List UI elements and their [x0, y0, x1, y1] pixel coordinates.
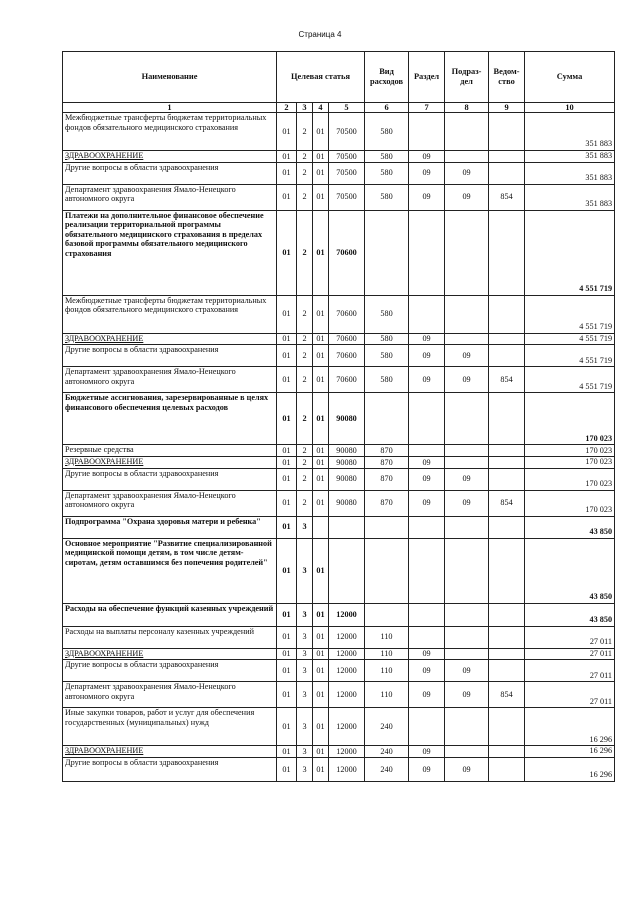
row-name: Департамент здравоохранения Ямало-Ненецкого автономного округа: [63, 490, 277, 516]
table-row: [63, 393, 615, 445]
target-code-2: 2: [297, 151, 313, 163]
target-code-1: 01: [277, 490, 297, 516]
target-code-4: 90080: [329, 457, 365, 469]
sum-cell: 27 011: [525, 660, 615, 682]
target-code-3: 01: [313, 345, 329, 367]
sum-cell: 27 011: [525, 682, 615, 708]
expense-type-cell: [365, 538, 409, 603]
subsection-cell: 09: [445, 184, 489, 210]
sum-cell: 4 551 719: [525, 345, 615, 367]
table-row: [63, 626, 615, 648]
department-cell: [489, 151, 525, 163]
target-code-4: 90080: [329, 468, 365, 490]
subsection-cell: [445, 151, 489, 163]
subsection-cell: 09: [445, 490, 489, 516]
row-name: Расходы на выплаты персоналу казенных учреждений: [63, 626, 277, 648]
department-cell: [489, 333, 525, 345]
target-code-4: 70600: [329, 367, 365, 393]
section-cell: 09: [409, 162, 445, 184]
row-name: Другие вопросы в области здравоохранения: [63, 660, 277, 682]
section-cell: 09: [409, 457, 445, 469]
target-code-3: 01: [313, 682, 329, 708]
section-cell: 09: [409, 660, 445, 682]
subsection-cell: [445, 516, 489, 538]
expense-type-cell: [365, 393, 409, 445]
column-number: 3: [297, 103, 313, 113]
target-code-1: 01: [277, 457, 297, 469]
department-cell: [489, 345, 525, 367]
target-code-2: 3: [297, 538, 313, 603]
row-name: Подпрограмма "Охрана здоровья матери и ребенка": [63, 516, 277, 538]
department-cell: [489, 516, 525, 538]
sum-cell: 351 883: [525, 151, 615, 163]
row-name: ЗДРАВООХРАНЕНИЕ: [63, 746, 277, 758]
table-row: [63, 757, 615, 781]
column-number: 9: [489, 103, 525, 113]
section-cell: [409, 516, 445, 538]
header-subsection: Подраз-дел: [445, 52, 489, 103]
subsection-cell: [445, 648, 489, 660]
target-code-4: 12000: [329, 648, 365, 660]
target-code-3: 01: [313, 367, 329, 393]
row-name: ЗДРАВООХРАНЕНИЕ: [63, 648, 277, 660]
subsection-cell: 09: [445, 757, 489, 781]
budget-table: [62, 51, 615, 782]
row-name: ЗДРАВООХРАНЕНИЕ: [63, 333, 277, 345]
target-code-3: 01: [313, 538, 329, 603]
column-number: 5: [329, 103, 365, 113]
section-cell: 09: [409, 184, 445, 210]
target-code-2: 2: [297, 162, 313, 184]
table-row: [63, 603, 615, 626]
target-code-2: 2: [297, 367, 313, 393]
section-cell: 09: [409, 648, 445, 660]
target-code-1: 01: [277, 367, 297, 393]
target-code-4: 70600: [329, 210, 365, 295]
target-code-3: 01: [313, 184, 329, 210]
department-cell: [489, 113, 525, 151]
department-cell: [489, 660, 525, 682]
row-name: ЗДРАВООХРАНЕНИЕ: [63, 151, 277, 163]
subsection-cell: [445, 457, 489, 469]
row-name: Резервные средства: [63, 445, 277, 457]
target-code-3: 01: [313, 162, 329, 184]
table-row: [63, 468, 615, 490]
expense-type-cell: 240: [365, 708, 409, 746]
table-row: [63, 184, 615, 210]
target-code-4: 70500: [329, 184, 365, 210]
department-cell: [489, 162, 525, 184]
column-number: 10: [525, 103, 615, 113]
target-code-4: 90080: [329, 393, 365, 445]
target-code-2: 2: [297, 295, 313, 333]
expense-type-cell: 110: [365, 682, 409, 708]
subsection-cell: [445, 445, 489, 457]
target-code-3: 01: [313, 445, 329, 457]
sum-cell: 351 883: [525, 184, 615, 210]
expense-type-cell: 870: [365, 490, 409, 516]
target-code-4: 12000: [329, 682, 365, 708]
target-code-4: 70500: [329, 162, 365, 184]
sum-cell: 4 551 719: [525, 367, 615, 393]
expense-type-cell: 870: [365, 457, 409, 469]
subsection-cell: [445, 333, 489, 345]
target-code-3: 01: [313, 746, 329, 758]
table-row: [63, 333, 615, 345]
target-code-2: 3: [297, 516, 313, 538]
target-code-1: 01: [277, 660, 297, 682]
header-target-article: Целевая статья: [277, 52, 365, 103]
subsection-cell: 09: [445, 345, 489, 367]
target-code-1: 01: [277, 162, 297, 184]
sum-cell: 43 850: [525, 603, 615, 626]
target-code-4: 90080: [329, 445, 365, 457]
target-code-1: 01: [277, 210, 297, 295]
target-code-3: 01: [313, 113, 329, 151]
section-cell: [409, 393, 445, 445]
sum-cell: 170 023: [525, 393, 615, 445]
target-code-4: [329, 516, 365, 538]
expense-type-cell: 580: [365, 295, 409, 333]
target-code-1: 01: [277, 538, 297, 603]
expense-type-cell: [365, 603, 409, 626]
sum-cell: 170 023: [525, 445, 615, 457]
sum-cell: 16 296: [525, 708, 615, 746]
expense-type-cell: 580: [365, 333, 409, 345]
section-cell: [409, 538, 445, 603]
target-code-3: 01: [313, 648, 329, 660]
target-code-4: [329, 538, 365, 603]
section-cell: [409, 113, 445, 151]
row-name: Департамент здравоохранения Ямало-Ненецкого автономного округа: [63, 184, 277, 210]
table-row: [63, 210, 615, 295]
sum-cell: 4 551 719: [525, 210, 615, 295]
target-code-1: 01: [277, 468, 297, 490]
subsection-cell: [445, 113, 489, 151]
target-code-4: 70600: [329, 333, 365, 345]
sum-cell: 43 850: [525, 516, 615, 538]
row-name: Межбюджетные трансферты бюджетам территориальных фондов обязательного медицинского страхования: [63, 295, 277, 333]
section-cell: 09: [409, 682, 445, 708]
section-cell: [409, 708, 445, 746]
section-cell: 09: [409, 490, 445, 516]
table-row: [63, 113, 615, 151]
table-row: [63, 457, 615, 469]
target-code-4: 12000: [329, 746, 365, 758]
table-row: [63, 295, 615, 333]
target-code-4: 12000: [329, 660, 365, 682]
header-section: Раздел: [409, 52, 445, 103]
sum-cell: 170 023: [525, 490, 615, 516]
target-code-2: 3: [297, 603, 313, 626]
table-row: [63, 345, 615, 367]
target-code-1: 01: [277, 151, 297, 163]
table-row: [63, 445, 615, 457]
target-code-2: 2: [297, 184, 313, 210]
sum-cell: 16 296: [525, 757, 615, 781]
department-cell: [489, 626, 525, 648]
target-code-2: 2: [297, 393, 313, 445]
row-name: Департамент здравоохранения Ямало-Ненецкого автономного округа: [63, 682, 277, 708]
target-code-2: 3: [297, 660, 313, 682]
section-cell: [409, 210, 445, 295]
expense-type-cell: 110: [365, 660, 409, 682]
expense-type-cell: 870: [365, 468, 409, 490]
department-cell: [489, 393, 525, 445]
target-code-2: 2: [297, 333, 313, 345]
target-code-1: 01: [277, 184, 297, 210]
column-number: 2: [277, 103, 297, 113]
department-cell: [489, 708, 525, 746]
row-name: Иные закупки товаров, работ и услуг для обеспечения государственных (муниципальных) нужд: [63, 708, 277, 746]
subsection-cell: 09: [445, 367, 489, 393]
department-cell: 854: [489, 682, 525, 708]
expense-type-cell: 110: [365, 626, 409, 648]
subsection-cell: 09: [445, 468, 489, 490]
target-code-1: 01: [277, 708, 297, 746]
row-name: ЗДРАВООХРАНЕНИЕ: [63, 457, 277, 469]
subsection-cell: [445, 603, 489, 626]
target-code-2: 3: [297, 757, 313, 781]
target-code-1: 01: [277, 746, 297, 758]
subsection-cell: [445, 746, 489, 758]
row-name: Другие вопросы в области здравоохранения: [63, 345, 277, 367]
section-cell: [409, 445, 445, 457]
department-cell: 854: [489, 490, 525, 516]
subsection-cell: [445, 295, 489, 333]
row-name: Другие вопросы в области здравоохранения: [63, 468, 277, 490]
column-number-row: [63, 103, 615, 113]
sum-cell: 4 551 719: [525, 295, 615, 333]
expense-type-cell: 580: [365, 345, 409, 367]
target-code-4: 12000: [329, 626, 365, 648]
sum-cell: 27 011: [525, 648, 615, 660]
target-code-4: 90080: [329, 490, 365, 516]
target-code-3: 01: [313, 393, 329, 445]
header-sum: Сумма: [525, 52, 615, 103]
subsection-cell: 09: [445, 660, 489, 682]
table-row: [63, 660, 615, 682]
expense-type-cell: [365, 210, 409, 295]
target-code-2: 3: [297, 682, 313, 708]
target-code-4: 12000: [329, 708, 365, 746]
expense-type-cell: 240: [365, 746, 409, 758]
subsection-cell: [445, 626, 489, 648]
target-code-3: [313, 516, 329, 538]
department-cell: [489, 445, 525, 457]
department-cell: 854: [489, 367, 525, 393]
target-code-1: 01: [277, 603, 297, 626]
target-code-1: 01: [277, 333, 297, 345]
page-label: Страница 4: [298, 30, 342, 39]
column-number: 1: [63, 103, 277, 113]
subsection-cell: [445, 708, 489, 746]
target-code-1: 01: [277, 393, 297, 445]
row-name: Расходы на обеспечение функций казенных учреждений: [63, 603, 277, 626]
sum-cell: 43 850: [525, 538, 615, 603]
sum-cell: 351 883: [525, 162, 615, 184]
section-cell: 09: [409, 757, 445, 781]
target-code-2: 2: [297, 113, 313, 151]
target-code-4: 12000: [329, 603, 365, 626]
department-cell: [489, 538, 525, 603]
table-row: [63, 490, 615, 516]
row-name: Другие вопросы в области здравоохранения: [63, 162, 277, 184]
table-row: [63, 746, 615, 758]
section-cell: 09: [409, 746, 445, 758]
target-code-3: 01: [313, 490, 329, 516]
table-row: [63, 648, 615, 660]
target-code-1: 01: [277, 445, 297, 457]
target-code-4: 12000: [329, 757, 365, 781]
department-cell: [489, 210, 525, 295]
target-code-1: 01: [277, 626, 297, 648]
table-row: [63, 367, 615, 393]
table-row: [63, 151, 615, 163]
target-code-2: 3: [297, 746, 313, 758]
expense-type-cell: 580: [365, 367, 409, 393]
expense-type-cell: 580: [365, 184, 409, 210]
department-cell: [489, 295, 525, 333]
target-code-4: 70500: [329, 151, 365, 163]
target-code-1: 01: [277, 648, 297, 660]
table-row: [63, 538, 615, 603]
row-name: Платежи на дополнительное финансовое обеспечение реализации территориальной программы обязательного медицинского страхования в пределах базовой программы обязательного медицинского страхования: [63, 210, 277, 295]
column-number: 8: [445, 103, 489, 113]
subsection-cell: [445, 210, 489, 295]
row-name: Межбюджетные трансферты бюджетам территориальных фондов обязательного медицинского страхования: [63, 113, 277, 151]
target-code-3: 01: [313, 151, 329, 163]
department-cell: [489, 746, 525, 758]
row-name: Департамент здравоохранения Ямало-Ненецкого автономного округа: [63, 367, 277, 393]
sum-cell: 351 883: [525, 113, 615, 151]
header-name: Наименование: [63, 52, 277, 103]
target-code-2: 3: [297, 648, 313, 660]
section-cell: 09: [409, 151, 445, 163]
target-code-2: 3: [297, 708, 313, 746]
target-code-2: 2: [297, 490, 313, 516]
budget-table-wrapper: [62, 51, 615, 782]
department-cell: [489, 648, 525, 660]
target-code-2: 2: [297, 210, 313, 295]
sum-cell: 4 551 719: [525, 333, 615, 345]
target-code-2: 2: [297, 457, 313, 469]
column-number: 6: [365, 103, 409, 113]
target-code-3: 01: [313, 757, 329, 781]
section-cell: 09: [409, 345, 445, 367]
sum-cell: 27 011: [525, 626, 615, 648]
department-cell: 854: [489, 184, 525, 210]
subsection-cell: 09: [445, 162, 489, 184]
section-cell: [409, 626, 445, 648]
column-number: 4: [313, 103, 329, 113]
expense-type-cell: 110: [365, 648, 409, 660]
target-code-2: 2: [297, 345, 313, 367]
header-department: Ведом-ство: [489, 52, 525, 103]
header-row: [63, 52, 615, 103]
target-code-3: 01: [313, 626, 329, 648]
subsection-cell: 09: [445, 682, 489, 708]
target-code-1: 01: [277, 516, 297, 538]
section-cell: 09: [409, 468, 445, 490]
target-code-3: 01: [313, 457, 329, 469]
target-code-3: 01: [313, 210, 329, 295]
target-code-1: 01: [277, 295, 297, 333]
expense-type-cell: 580: [365, 113, 409, 151]
row-name: Основное мероприятие "Развитие специализированной медицинской помощи детям, в том числе детям-сиротам, детям оставшимся без попечения родителей": [63, 538, 277, 603]
target-code-3: 01: [313, 468, 329, 490]
section-cell: 09: [409, 367, 445, 393]
target-code-2: 3: [297, 626, 313, 648]
department-cell: [489, 457, 525, 469]
expense-type-cell: 240: [365, 757, 409, 781]
target-code-2: 2: [297, 468, 313, 490]
column-number: 7: [409, 103, 445, 113]
target-code-4: 70600: [329, 295, 365, 333]
target-code-1: 01: [277, 345, 297, 367]
section-cell: [409, 295, 445, 333]
expense-type-cell: [365, 516, 409, 538]
row-name: Бюджетные ассигнования, зарезервированные в целях финансового обеспечения целевых расходов: [63, 393, 277, 445]
department-cell: [489, 603, 525, 626]
target-code-3: 01: [313, 295, 329, 333]
target-code-2: 2: [297, 445, 313, 457]
target-code-1: 01: [277, 113, 297, 151]
target-code-3: 01: [313, 708, 329, 746]
target-code-1: 01: [277, 757, 297, 781]
table-row: [63, 708, 615, 746]
section-cell: [409, 603, 445, 626]
department-cell: [489, 757, 525, 781]
target-code-3: 01: [313, 603, 329, 626]
sum-cell: 16 296: [525, 746, 615, 758]
table-row: [63, 162, 615, 184]
sum-cell: 170 023: [525, 457, 615, 469]
expense-type-cell: 580: [365, 151, 409, 163]
row-name: Другие вопросы в области здравоохранения: [63, 757, 277, 781]
expense-type-cell: 580: [365, 162, 409, 184]
expense-type-cell: 870: [365, 445, 409, 457]
target-code-3: 01: [313, 333, 329, 345]
subsection-cell: [445, 393, 489, 445]
section-cell: 09: [409, 333, 445, 345]
table-row: [63, 682, 615, 708]
target-code-4: 70600: [329, 345, 365, 367]
target-code-4: 70500: [329, 113, 365, 151]
sum-cell: 170 023: [525, 468, 615, 490]
header-expense-type: Вид расходов: [365, 52, 409, 103]
table-row: [63, 516, 615, 538]
subsection-cell: [445, 538, 489, 603]
department-cell: [489, 468, 525, 490]
target-code-1: 01: [277, 682, 297, 708]
target-code-3: 01: [313, 660, 329, 682]
